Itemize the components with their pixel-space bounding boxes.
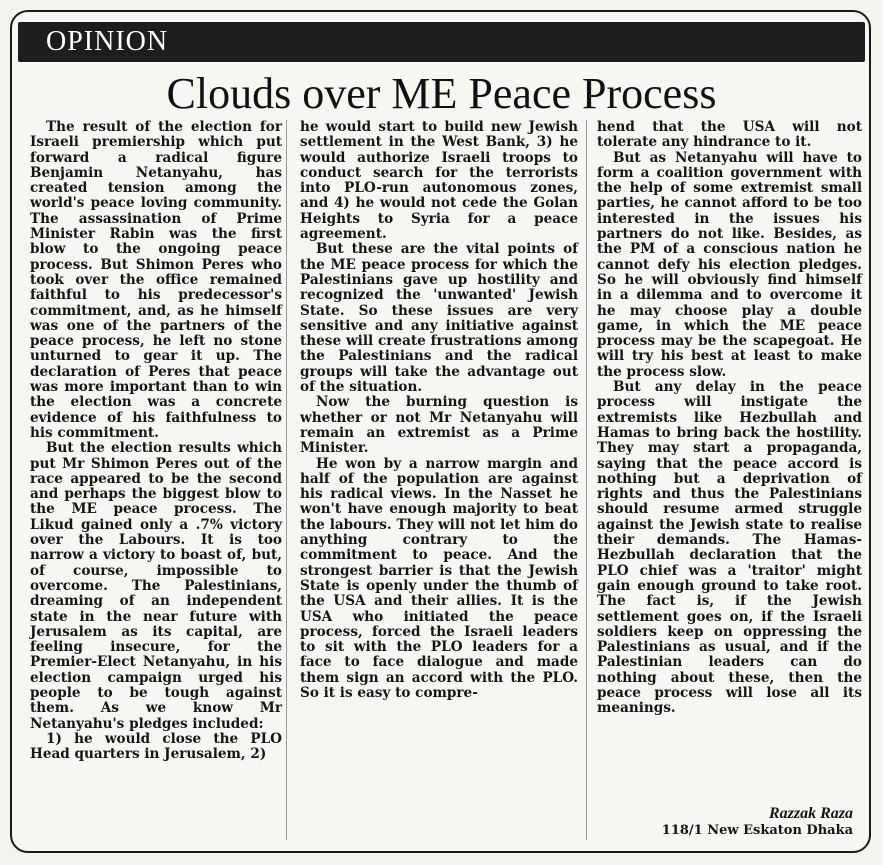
author-name: Razzak Raza: [768, 805, 853, 822]
section-banner: [18, 22, 865, 62]
column-divider: [286, 120, 287, 840]
paragraph: 1) he would close the PLO Head quarters in Jerusalem, 2): [30, 730, 282, 763]
article-column-2: [300, 120, 578, 701]
column-divider: [586, 120, 587, 840]
paragraph: But these are the vital points of the ME peace process for which the Palestinians gave up hostility and recognized the 'unwanted' Jewish State. So these issues are very sensitive and any initiative against these will create frustrations among the Palestinians and the radical groups will take the advantage out of the situation.: [300, 241, 578, 396]
section-label: OPINION: [46, 26, 169, 57]
paragraph: But the election results which put Mr Shimon Peres out of the race appeared to be the second and perhaps the biggest blow to the ME peace process. The Likud gained only a .7% victory over the Labours. It is too narrow a victory to boast of, but, of course, impossible to overcome. The Palestinians, dreaming of an independent state in the near future with Jerusalem as its capital, are feeling insecure, for the Premier-Elect Netanyahu, in his election campaign urged his people to be tough against them. As we know Mr Netanyahu's pledges included:: [30, 440, 282, 732]
paragraph: But as Netanyahu will have to form a coalition government with the help of some extremist small parties, he cannot afford to be too interested in the issues his partners do not like. Besides, as the PM of a conscious nation he cannot defy his election pledges. So he will obviously find himself in a dilemma and to overcome it he may choose play a double game, in which the ME peace process may be the scapegoat. He will try his best at least to make the process slow.: [597, 149, 862, 380]
paragraph: But any delay in the peace process will instigate the extremists like Hezbullah and Hamas to bring back the hostility. They may start a propaganda, saying that the peace accord is nothing but a deprivation of rights and thus the Palestinians should resume armed struggle against the Jewish state to realise their demands. The Hamas-Hezbullah declaration that the PLO chief was a 'traitor' might gain enough ground to take root. The fact is, if the Jewish settlement goes on, if the Israeli soldiers keep on oppressing the Palestinians as usual, and if the Palestinian leaders can do nothing about these, then the peace process will lose all its meanings.: [597, 379, 862, 717]
paragraph: hend that the USA will not tolerate any hindrance to it.: [597, 119, 862, 151]
headline: Clouds over ME Peace Process: [166, 69, 717, 118]
paragraph: he would start to build new Jewish settlement in the West Bank, 3) he would authorize Israeli troops to conduct search for the terrorists into PLO-run autonomous zones, and 4) he would not cede the Golan Heights to Syria for a peace agreement.: [300, 119, 578, 243]
paragraph: Now the burning question is whether or not Mr Netanyahu will remain an extremist as a Prime Minister.: [300, 394, 578, 457]
author-address: 118/1 New Eskaton Dhaka: [661, 823, 853, 838]
byline: [662, 805, 853, 839]
article-column-1: [30, 120, 282, 762]
article-column-3: [597, 120, 862, 717]
paragraph: The result of the election for Israeli premiership which put forward a radical figure Benjamin Netanyahu, has created tension among the world's peace loving community. The assassination of Prime Minister Rabin was the first blow to the ongoing peace process. But Shimon Peres who took over the office remained faithful to his predecessor's commitment, and, as he himself was one of the partners of the peace process, he left no stone unturned to gear it up. The declaration of Peres that peace was more important than to win the election was a concrete evidence of his faithfulness to his commitment.: [30, 119, 282, 441]
paragraph: He won by a narrow margin and half of the population are against his radical views. In the Nasset he won't have enough majority to beat the labours. They will not let him do anything contrary to the commitment to peace. And the strongest barrier is that the Jewish State is openly under the thumb of the USA and their allies. It is the USA who initiated the peace process, forced the Israeli leaders to sit with the PLO leaders for a face to face dialogue and made them sign an accord with the PLO. So it is easy to compre-: [300, 455, 578, 701]
